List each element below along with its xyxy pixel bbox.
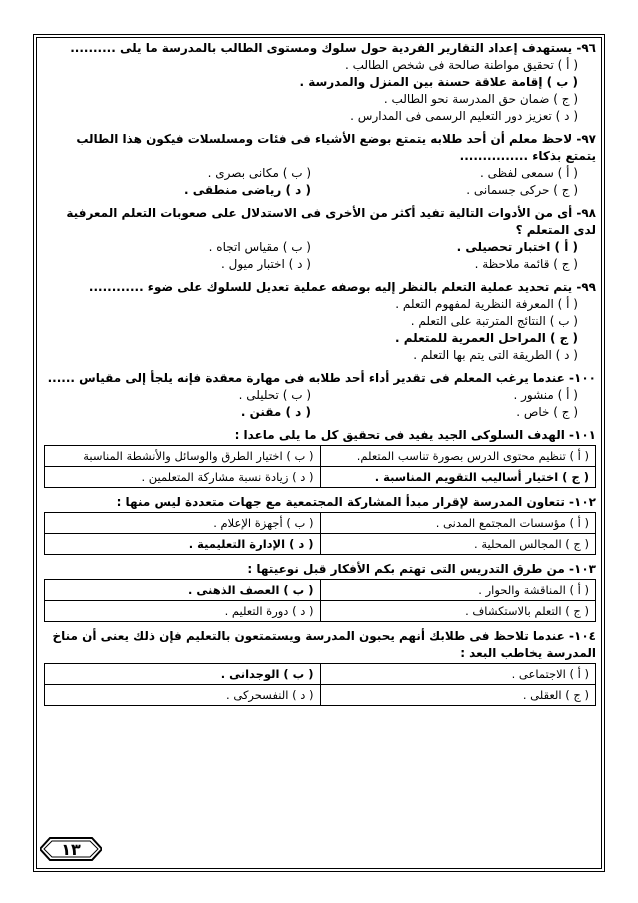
q98-option-b: ( ب ) مقياس اتجاه . bbox=[208, 240, 311, 254]
q100-options-row1 bbox=[44, 387, 578, 404]
table-row bbox=[45, 467, 596, 488]
question-98-stem-line2: لدى المتعلم ؟ bbox=[515, 223, 596, 237]
q102-option-d: ( د ) الإدارة التعليمية . bbox=[45, 534, 321, 555]
question-97-stem-line2: يتمتع بذكاء ............... bbox=[459, 149, 596, 163]
q100-option-b: ( ب ) تحليلى . bbox=[238, 388, 311, 402]
q97-options-row1 bbox=[44, 165, 578, 182]
question-102 bbox=[44, 494, 596, 555]
q104-option-d: ( د ) النفسحركى . bbox=[45, 685, 321, 706]
page-number-badge bbox=[40, 836, 102, 862]
question-98 bbox=[44, 205, 596, 273]
question-101-stem: ١٠١- الهدف السلوكى الجيد يفيد فى تحقيق كل ما يلى ماعدا : bbox=[234, 428, 596, 442]
q103-option-d: ( د ) دورة التعليم . bbox=[45, 601, 321, 622]
q102-options-table bbox=[44, 512, 596, 555]
q104-option-b: ( ب ) الوجدانى . bbox=[45, 664, 321, 685]
q102-option-c: ( ج ) المجالس المحلية . bbox=[320, 534, 596, 555]
table-row bbox=[45, 664, 596, 685]
q97-option-b: ( ب ) مكانى بصرى . bbox=[207, 166, 311, 180]
q101-option-a: ( أ ) تنظيم محتوى الدرس بصورة تناسب المتعلم. bbox=[320, 446, 596, 467]
question-99-stem: ٩٩- يتم تحديد عملية التعلم بالنظر إليه بوصفه عملية تعديل للسلوك على ضوء ............ bbox=[88, 280, 596, 294]
q101-option-d: ( د ) زيادة نسبة مشاركة المتعلمين . bbox=[45, 467, 321, 488]
q100-options-row2 bbox=[44, 404, 578, 421]
q96-option-b: ( ب ) إقامة علاقة حسنة بين المنزل والمدرسة . bbox=[299, 75, 578, 89]
table-row bbox=[45, 534, 596, 555]
q101-option-b: ( ب ) اختيار الطرق والوسائل والأنشطة المناسبة bbox=[45, 446, 321, 467]
questions-content bbox=[44, 40, 596, 712]
q96-option-c: ( ج ) ضمان حق المدرسة نحو الطالب . bbox=[383, 92, 578, 106]
q104-option-c: ( ج ) العقلى . bbox=[320, 685, 596, 706]
q103-option-b: ( ب ) العصف الذهنى . bbox=[45, 580, 321, 601]
table-row bbox=[45, 580, 596, 601]
q100-option-a: ( أ ) منشور . bbox=[513, 388, 578, 402]
q102-option-a: ( أ ) مؤسسات المجتمع المدنى . bbox=[320, 513, 596, 534]
q96-option-d: ( د ) تعزيز دور التعليم الرسمى فى المدارس . bbox=[350, 109, 578, 123]
question-104 bbox=[44, 628, 596, 706]
question-104-stem-line2: المدرسة يخاطب البعد : bbox=[460, 646, 596, 660]
q103-option-c: ( ج ) التعلم بالاستكشاف . bbox=[320, 601, 596, 622]
question-101 bbox=[44, 427, 596, 488]
q101-option-c: ( ج ) اختيار أساليب التقويم المناسبة . bbox=[320, 467, 596, 488]
page-number: ١٣ bbox=[61, 839, 81, 859]
q99-option-a: ( أ ) المعرفة النظرية لمفهوم التعلم . bbox=[395, 297, 578, 311]
question-103 bbox=[44, 561, 596, 622]
question-96-stem: ٩٦- يستهدف إعداد التقارير الفردية حول سلوك ومستوى الطالب بالمدرسة ما يلى .......... bbox=[70, 41, 596, 55]
q97-option-a: ( أ ) سمعى لفظى . bbox=[480, 166, 578, 180]
question-100-stem: ١٠٠- عندما يرغب المعلم فى تقدير أداء أحد طلابه فى مهارة معقدة فإنه يلجأ إلى مقياس ...... bbox=[47, 371, 596, 385]
q99-option-b: ( ب ) النتائج المترتبة على التعلم . bbox=[410, 314, 578, 328]
q103-option-a: ( أ ) المناقشة والحوار . bbox=[320, 580, 596, 601]
q104-options-table bbox=[44, 663, 596, 706]
question-96 bbox=[44, 40, 596, 125]
question-99 bbox=[44, 279, 596, 364]
q103-options-table bbox=[44, 579, 596, 622]
q98-options-row1 bbox=[44, 239, 578, 256]
q98-option-a: ( أ ) اختبار تحصيلى . bbox=[456, 240, 578, 254]
q99-option-d: ( د ) الطريقة التى يتم بها التعلم . bbox=[413, 348, 578, 362]
q98-option-c: ( ج ) قائمة ملاحظة . bbox=[474, 257, 578, 271]
q98-option-d: ( د ) اختبار ميول . bbox=[220, 257, 311, 271]
q99-option-c: ( ج ) المراحل العمرية للمتعلم . bbox=[395, 331, 578, 345]
question-98-stem-line1: ٩٨- أى من الأدوات التالية تفيد أكثر من الأخرى فى الاستدلال على صعوبات التعلم المعرفية bbox=[66, 206, 596, 220]
q101-options-table bbox=[44, 445, 596, 488]
table-row bbox=[45, 685, 596, 706]
question-103-stem: ١٠٣- من طرق التدريس التى تهتم بكم الأفكار قبل نوعيتها : bbox=[247, 562, 596, 576]
q100-option-c: ( ج ) خاص . bbox=[516, 405, 578, 419]
question-97-stem-line1: ٩٧- لاحظ معلم أن أحد طلابه يتمتع بوضع الأشياء فى فئات ومسلسلات فيكون هذا الطالب bbox=[76, 132, 596, 146]
q102-option-b: ( ب ) أجهزة الإعلام . bbox=[45, 513, 321, 534]
table-row bbox=[45, 601, 596, 622]
question-100 bbox=[44, 370, 596, 421]
q97-option-c: ( ج ) حركى جسمانى . bbox=[466, 183, 578, 197]
q97-options-row2 bbox=[44, 182, 578, 199]
table-row bbox=[45, 446, 596, 467]
question-97 bbox=[44, 131, 596, 199]
q100-option-d: ( د ) مقنن . bbox=[240, 405, 311, 419]
q96-option-a: ( أ ) تحقيق مواطنة صالحة فى شخص الطالب . bbox=[344, 58, 578, 72]
q97-option-d: ( د ) رياضى منطقى . bbox=[183, 183, 311, 197]
table-row bbox=[45, 513, 596, 534]
question-104-stem-line1: ١٠٤- عندما تلاحظ فى طلابك أنهم يحبون المدرسة ويستمتعون بالتعليم فإن ذلك يعنى أن مناخ bbox=[52, 629, 596, 643]
q104-option-a: ( أ ) الاجتماعى . bbox=[320, 664, 596, 685]
question-102-stem: ١٠٢- تتعاون المدرسة لإقرار مبدأ المشاركة المجتمعية مع جهات متعددة ليس منها : bbox=[116, 495, 596, 509]
q98-options-row2 bbox=[44, 256, 578, 273]
